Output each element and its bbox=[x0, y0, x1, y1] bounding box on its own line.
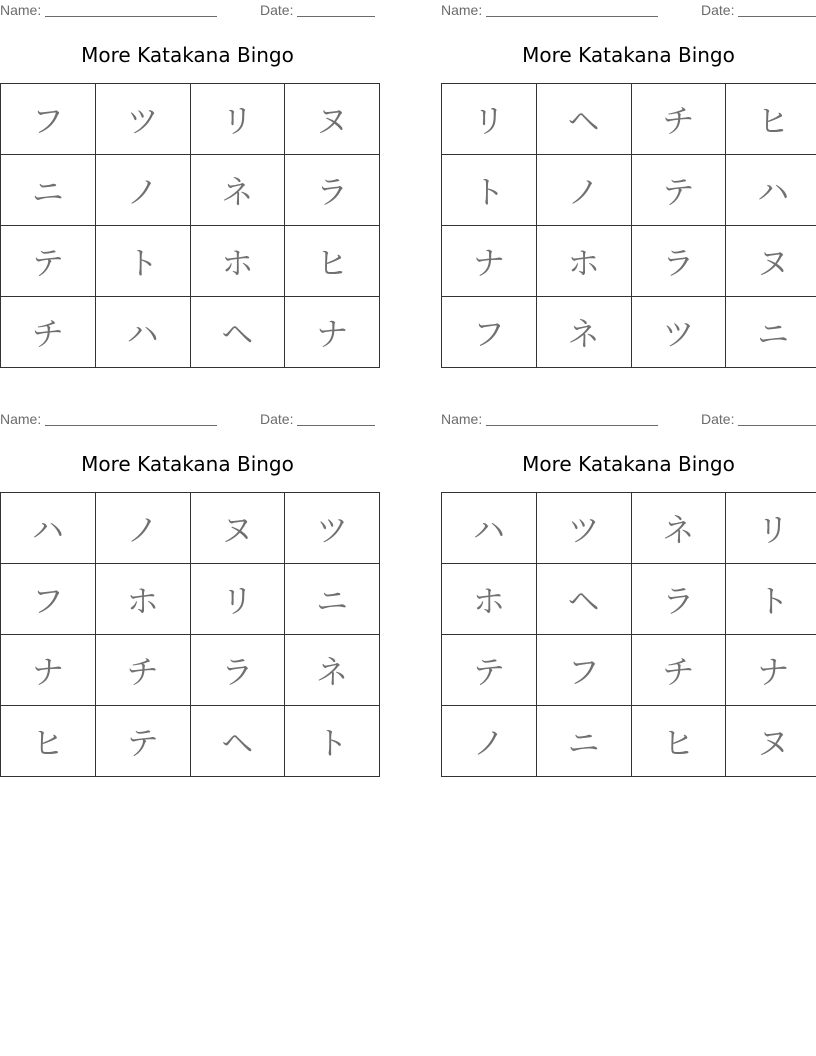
grid-row bbox=[1, 155, 380, 226]
grid-cell: ヌ bbox=[190, 493, 285, 564]
grid-cell: ナ bbox=[442, 226, 537, 297]
grid-cell: ホ bbox=[95, 564, 190, 635]
date-label: Date: bbox=[260, 2, 294, 18]
grid-cell: リ bbox=[726, 493, 816, 564]
grid-cell: ヘ bbox=[190, 706, 285, 777]
grid-cell: ニ bbox=[285, 564, 380, 635]
name-blank-line bbox=[486, 16, 658, 17]
name-label: Name: bbox=[0, 2, 42, 18]
grid-cell: ト bbox=[285, 706, 380, 777]
grid-cell: ヒ bbox=[285, 226, 380, 297]
grid-cell: ヒ bbox=[631, 706, 726, 777]
grid-cell: ラ bbox=[631, 226, 726, 297]
date-blank-line bbox=[297, 16, 375, 17]
grid-row bbox=[442, 635, 816, 706]
grid-row bbox=[442, 297, 816, 368]
grid-cell: ヌ bbox=[726, 706, 816, 777]
bingo-grid bbox=[0, 492, 380, 777]
date-label: Date: bbox=[701, 2, 735, 18]
card-title: More Katakana Bingo bbox=[81, 43, 294, 67]
grid-row bbox=[442, 155, 816, 226]
grid-cell: チ bbox=[95, 635, 190, 706]
grid-cell: ナ bbox=[285, 297, 380, 368]
date-label: Date: bbox=[701, 411, 735, 427]
card-title: More Katakana Bingo bbox=[81, 452, 294, 476]
grid-cell: ヘ bbox=[190, 297, 285, 368]
grid-cell: テ bbox=[1, 226, 96, 297]
grid-cell: ホ bbox=[442, 564, 537, 635]
grid-row bbox=[442, 564, 816, 635]
grid-row bbox=[1, 297, 380, 368]
grid-cell: ラ bbox=[190, 635, 285, 706]
grid-row bbox=[442, 84, 816, 155]
grid-cell: ナ bbox=[726, 635, 816, 706]
grid-cell: フ bbox=[1, 84, 96, 155]
name-blank-line bbox=[45, 425, 217, 426]
bingo-card bbox=[0, 409, 375, 784]
name-label: Name: bbox=[0, 411, 42, 427]
name-date-header bbox=[441, 412, 816, 426]
name-blank-line bbox=[486, 425, 658, 426]
grid-cell: ホ bbox=[536, 226, 631, 297]
card-title: More Katakana Bingo bbox=[522, 43, 735, 67]
grid-row bbox=[442, 226, 816, 297]
grid-cell: ト bbox=[442, 155, 537, 226]
grid-cell: テ bbox=[442, 635, 537, 706]
grid-cell: チ bbox=[631, 84, 726, 155]
grid-cell: ツ bbox=[95, 84, 190, 155]
grid-cell: ツ bbox=[631, 297, 726, 368]
grid-cell: フ bbox=[536, 635, 631, 706]
name-label: Name: bbox=[441, 411, 483, 427]
grid-cell: ツ bbox=[285, 493, 380, 564]
grid-row bbox=[1, 635, 380, 706]
grid-cell: ネ bbox=[190, 155, 285, 226]
grid-row bbox=[442, 706, 816, 777]
grid-cell: ラ bbox=[631, 564, 726, 635]
date-label: Date: bbox=[260, 411, 294, 427]
grid-cell: ヌ bbox=[285, 84, 380, 155]
grid-cell: ニ bbox=[536, 706, 631, 777]
grid-row bbox=[1, 226, 380, 297]
card-title: More Katakana Bingo bbox=[522, 452, 735, 476]
grid-cell: ラ bbox=[285, 155, 380, 226]
grid-cell: ナ bbox=[1, 635, 96, 706]
name-date-header bbox=[0, 3, 375, 17]
grid-cell: ノ bbox=[95, 493, 190, 564]
grid-cell: リ bbox=[190, 84, 285, 155]
bingo-card bbox=[0, 0, 375, 375]
grid-cell: ツ bbox=[536, 493, 631, 564]
grid-cell: ヌ bbox=[726, 226, 816, 297]
name-label: Name: bbox=[441, 2, 483, 18]
grid-cell: ネ bbox=[285, 635, 380, 706]
grid-cell: ノ bbox=[442, 706, 537, 777]
grid-cell: ニ bbox=[726, 297, 816, 368]
bingo-card bbox=[441, 409, 816, 784]
grid-cell: リ bbox=[442, 84, 537, 155]
grid-cell: ハ bbox=[1, 493, 96, 564]
date-blank-line bbox=[297, 425, 375, 426]
name-date-header bbox=[0, 412, 375, 426]
grid-row bbox=[1, 564, 380, 635]
grid-cell: テ bbox=[95, 706, 190, 777]
grid-row bbox=[442, 493, 816, 564]
grid-cell: ハ bbox=[726, 155, 816, 226]
bingo-card bbox=[441, 0, 816, 375]
name-blank-line bbox=[45, 16, 217, 17]
grid-row bbox=[1, 493, 380, 564]
grid-cell: ヒ bbox=[726, 84, 816, 155]
bingo-grid bbox=[0, 83, 380, 368]
date-blank-line bbox=[738, 425, 816, 426]
grid-cell: ノ bbox=[536, 155, 631, 226]
grid-row bbox=[1, 706, 380, 777]
grid-cell: ト bbox=[95, 226, 190, 297]
grid-cell: チ bbox=[631, 635, 726, 706]
grid-cell: ヘ bbox=[536, 564, 631, 635]
bingo-grid bbox=[441, 83, 816, 368]
grid-cell: ネ bbox=[536, 297, 631, 368]
grid-cell: ネ bbox=[631, 493, 726, 564]
date-blank-line bbox=[738, 16, 816, 17]
grid-cell: リ bbox=[190, 564, 285, 635]
grid-cell: ハ bbox=[442, 493, 537, 564]
grid-cell: テ bbox=[631, 155, 726, 226]
grid-cell: ホ bbox=[190, 226, 285, 297]
grid-cell: ヘ bbox=[536, 84, 631, 155]
grid-row bbox=[1, 84, 380, 155]
grid-cell: ハ bbox=[95, 297, 190, 368]
grid-cell: ニ bbox=[1, 155, 96, 226]
grid-cell: フ bbox=[1, 564, 96, 635]
grid-cell: ト bbox=[726, 564, 816, 635]
grid-cell: ヒ bbox=[1, 706, 96, 777]
bingo-grid bbox=[441, 492, 816, 777]
grid-cell: ノ bbox=[95, 155, 190, 226]
name-date-header bbox=[441, 3, 816, 17]
grid-cell: フ bbox=[442, 297, 537, 368]
grid-cell: チ bbox=[1, 297, 96, 368]
